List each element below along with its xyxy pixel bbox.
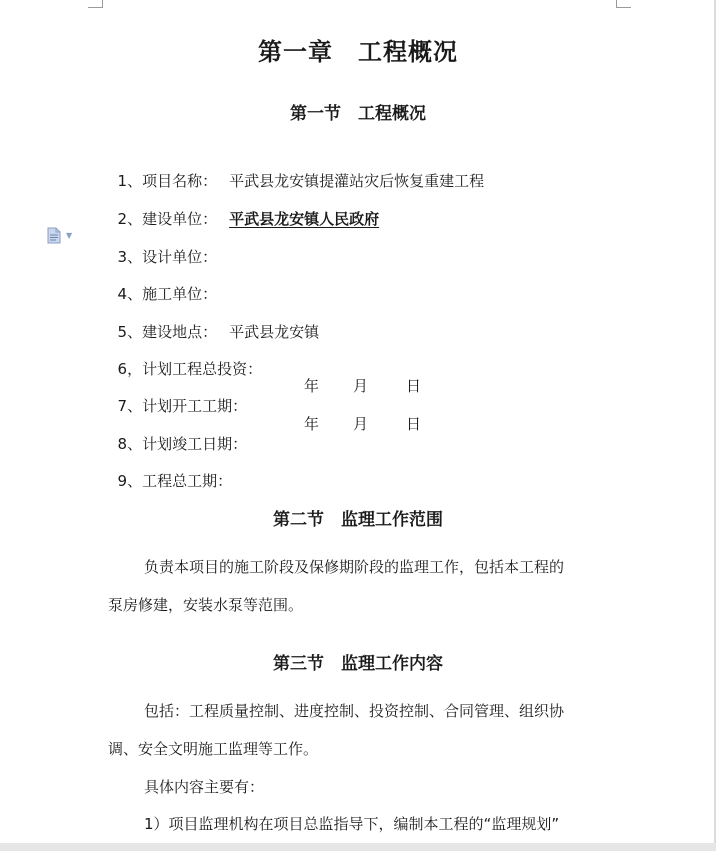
item-label: 工程总工期： xyxy=(142,472,233,490)
item-design-unit xyxy=(108,227,217,267)
item-construction-unit xyxy=(108,189,379,229)
item-label: 计划工程总投资： xyxy=(142,360,263,378)
section-title-1: 第一节 工程概况 xyxy=(290,104,426,124)
content-paragraph-line1: 包括：工程质量控制、进度控制、投资控制、合同管理、组织协 xyxy=(144,702,565,720)
item-number: 2、 xyxy=(117,210,143,228)
content-paragraph-line3: 具体内容主要有： xyxy=(144,778,265,796)
item-value: 平武县龙安镇人民政府 xyxy=(229,210,380,228)
item-label: 计划开工工期： xyxy=(142,397,248,415)
chapter-title: 第一章 工程概况 xyxy=(258,37,458,66)
content-paragraph-line4: 1）项目监理机构在项目总监指导下，编制本工程的“监理规划” xyxy=(144,815,560,833)
year-unit: 年 xyxy=(304,377,320,395)
item-number: 8、 xyxy=(117,435,143,453)
item-number: 6， xyxy=(117,360,143,378)
page-bottom-gap xyxy=(0,843,716,851)
item-project-name xyxy=(108,151,484,191)
month-unit: 月 xyxy=(353,415,369,433)
item-number: 9、 xyxy=(117,472,143,490)
crop-mark-top-left xyxy=(88,0,103,8)
item-start-date xyxy=(108,376,528,415)
month-unit: 月 xyxy=(353,377,369,395)
item-label: 施工单位： xyxy=(142,285,218,303)
item-number: 3、 xyxy=(117,248,143,266)
scope-paragraph-line2: 泵房修建，安装水泵等范围。 xyxy=(108,596,304,614)
section-title-2: 第二节 监理工作范围 xyxy=(273,510,443,530)
item-value: 平武县龙安镇 xyxy=(229,323,320,341)
day-unit: 日 xyxy=(406,415,422,433)
item-number: 1、 xyxy=(117,172,143,190)
scope-paragraph-line1: 负责本项目的施工阶段及保修期阶段的监理工作，包括本工程的 xyxy=(144,558,565,576)
item-completion-date xyxy=(108,414,528,453)
item-label: 建设单位： xyxy=(142,210,218,228)
item-contractor xyxy=(108,264,217,304)
item-label: 设计单位： xyxy=(142,248,218,266)
content-paragraph-line2: 调、安全文明施工监理等工作。 xyxy=(108,740,319,758)
year-unit: 年 xyxy=(304,415,320,433)
section-title-3: 第三节 监理工作内容 xyxy=(273,654,443,674)
item-number: 4、 xyxy=(117,285,143,303)
item-number: 5、 xyxy=(117,323,143,341)
crop-mark-top-right xyxy=(616,0,631,8)
item-total-investment xyxy=(108,339,262,379)
item-label: 计划竣工日期： xyxy=(142,435,248,453)
item-number: 7、 xyxy=(117,397,143,415)
document-icon[interactable] xyxy=(47,227,61,244)
chevron-down-icon[interactable]: ▼ xyxy=(66,231,73,240)
item-label: 项目名称： xyxy=(142,172,218,190)
item-location xyxy=(108,302,319,342)
item-value: 平武县龙安镇提灌站灾后恢复重建工程 xyxy=(229,172,485,190)
item-label: 建设地点： xyxy=(142,323,218,341)
item-total-duration xyxy=(108,451,232,491)
day-unit: 日 xyxy=(406,377,422,395)
